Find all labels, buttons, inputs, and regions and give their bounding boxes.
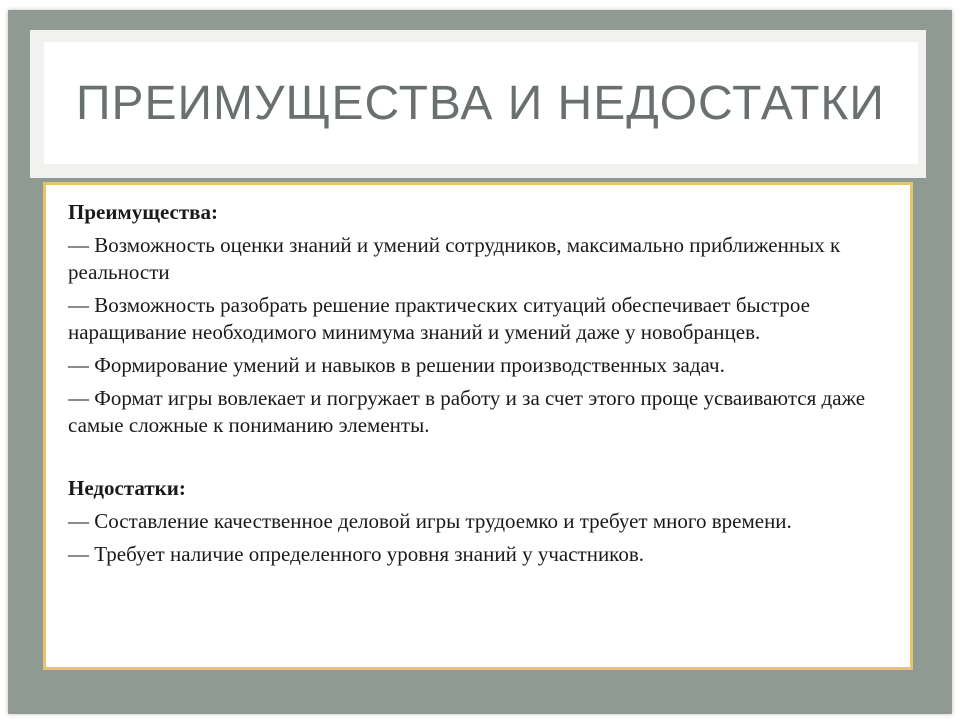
advantage-item-3: — Формирование умений и навыков в решении производственных задач. (68, 353, 725, 377)
slide-title: ПРЕИМУЩЕСТВА И НЕДОСТАТКИ (76, 76, 885, 130)
content-box (43, 182, 913, 670)
slide-frame (8, 10, 952, 714)
advantage-item-4: — Формат игры вовлекает и погружает в работу и за счет этого проще усваиваются даже самые сложные к пониманию элементы. (68, 386, 866, 437)
disadvantages-heading: Недостатки: (68, 476, 186, 500)
section-spacer (68, 445, 888, 475)
disadvantage-item-1: — Составление качественное деловой игры трудоемко и требует много времени. (68, 509, 792, 533)
title-box (44, 42, 918, 164)
advantage-item-2: — Возможность разобрать решение практических ситуаций обеспечивает быстрое наращивание необходимого минимума знаний и умений даже у новобранцев. (68, 293, 810, 344)
advantage-item-1: — Возможность оценки знаний и умений сотрудников, максимально приближенных к реальности (68, 233, 841, 284)
advantages-heading: Преимущества: (68, 200, 219, 224)
disadvantage-item-2: — Требует наличие определенного уровня знаний у участников. (68, 542, 644, 566)
